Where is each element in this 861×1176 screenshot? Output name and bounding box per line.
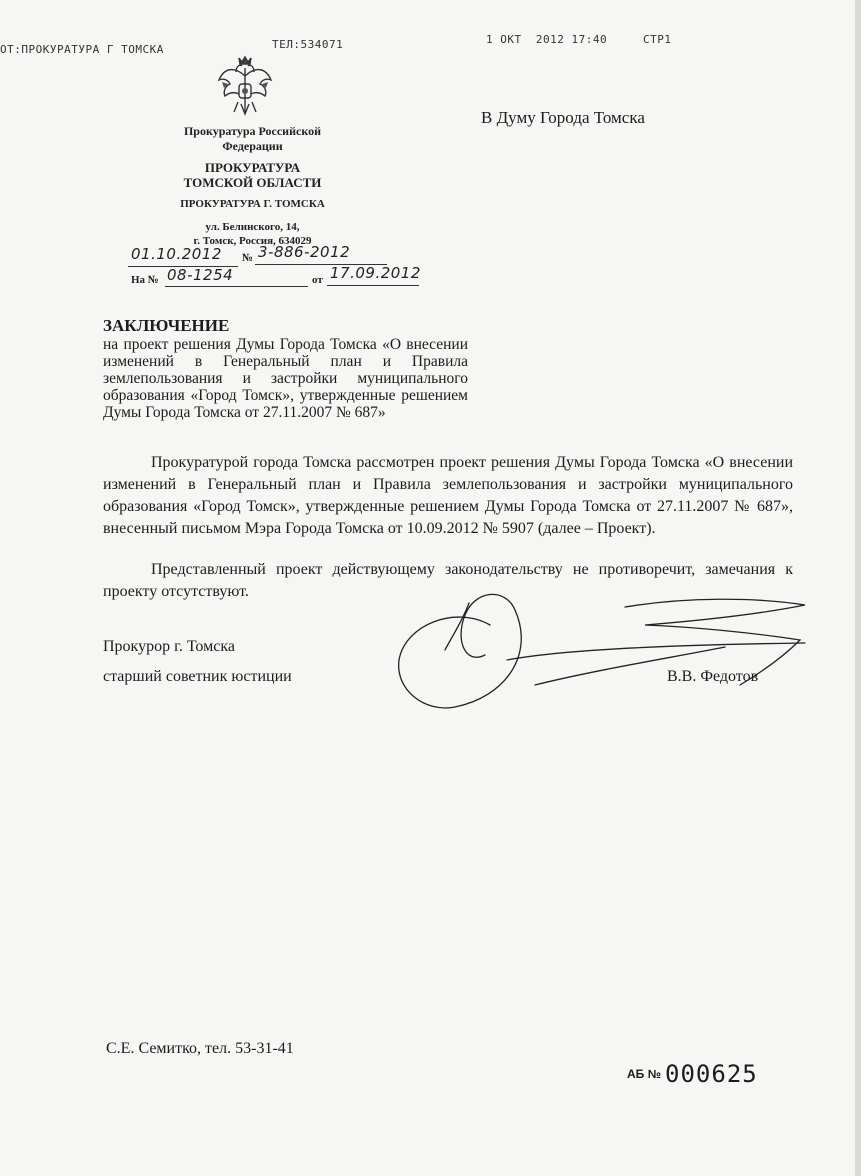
letterhead-line3: ПРОКУРАТУРА	[204, 160, 301, 175]
serial-label: АБ №	[627, 1067, 662, 1081]
form-serial-number	[627, 1060, 758, 1088]
signatory-name: В.В. Федотов	[667, 668, 759, 685]
body-paragraph-1: Прокуратурой города Томска рассмотрен проект решения Думы Города Томска «О внесении изменений в Генеральный план и Правила землепользования и застройки муниципального образования «Город Томск», утвержденные решением Думы Города Томска от 27.11.2007 № 687», внесенный письмом Мэра Города Томска от 10.09.2012 № 5907 (далее – Проект).	[103, 454, 793, 537]
letterhead-line2: Федерации	[222, 139, 283, 153]
serial-number: 000625	[665, 1060, 758, 1088]
coat-of-arms-icon	[216, 54, 274, 116]
signatory-position: Прокурор г. Томска	[103, 638, 235, 655]
letterhead-line5: ПРОКУРАТУРА Г. ТОМСКА	[180, 198, 325, 210]
fax-datetime: 1 ОКТ 2012 17:40	[486, 33, 608, 46]
addressee: В Думу Города Томска	[481, 108, 645, 127]
handwritten-signature	[395, 585, 815, 720]
document-title: ЗАКЛЮЧЕНИЕ	[103, 316, 230, 335]
outgoing-number: 3-886-2012	[258, 243, 351, 261]
fax-from: ОТ:ПРОКУРАТУРА Г ТОМСКА	[0, 43, 164, 56]
fax-page: СТР1	[643, 33, 672, 46]
executor-contact: С.Е. Семитко, тел. 53-31-41	[106, 1040, 294, 1057]
scan-edge	[855, 0, 861, 1176]
reply-no-underline	[165, 286, 308, 287]
outgoing-date: 01.10.2012	[131, 245, 222, 263]
outgoing-no-label: №	[242, 252, 254, 264]
signatory-rank: старший советник юстиции	[103, 668, 292, 685]
letterhead-address2: г. Томск, Россия, 634029	[193, 235, 312, 247]
reply-date: 17.09.2012	[330, 264, 421, 282]
body-paragraph-2: Представленный проект действующему законодательству не противоречит, замечания к проекту отсутствуют.	[103, 561, 793, 600]
document-subject: на проект решения Думы Города Томска «О внесении изменений в Генеральный план и Правила землепользования и застройки муниципального образования «Город Томск», утвержденные решением Думы Города Томска от 27.11.2007 № 687»	[103, 336, 468, 421]
reply-date-underline	[327, 285, 419, 286]
letterhead-line4: ТОМСКОЙ ОБЛАСТИ	[183, 175, 322, 190]
letterhead-line1: Прокуратура Российской	[183, 124, 322, 138]
fax-phone: ТЕЛ:534071	[272, 38, 344, 51]
reply-label: На №	[131, 274, 159, 286]
reply-number: 08-1254	[167, 266, 234, 284]
letterhead-address1: ул. Белинского, 14,	[205, 221, 300, 233]
reply-date-label: от	[312, 274, 323, 286]
